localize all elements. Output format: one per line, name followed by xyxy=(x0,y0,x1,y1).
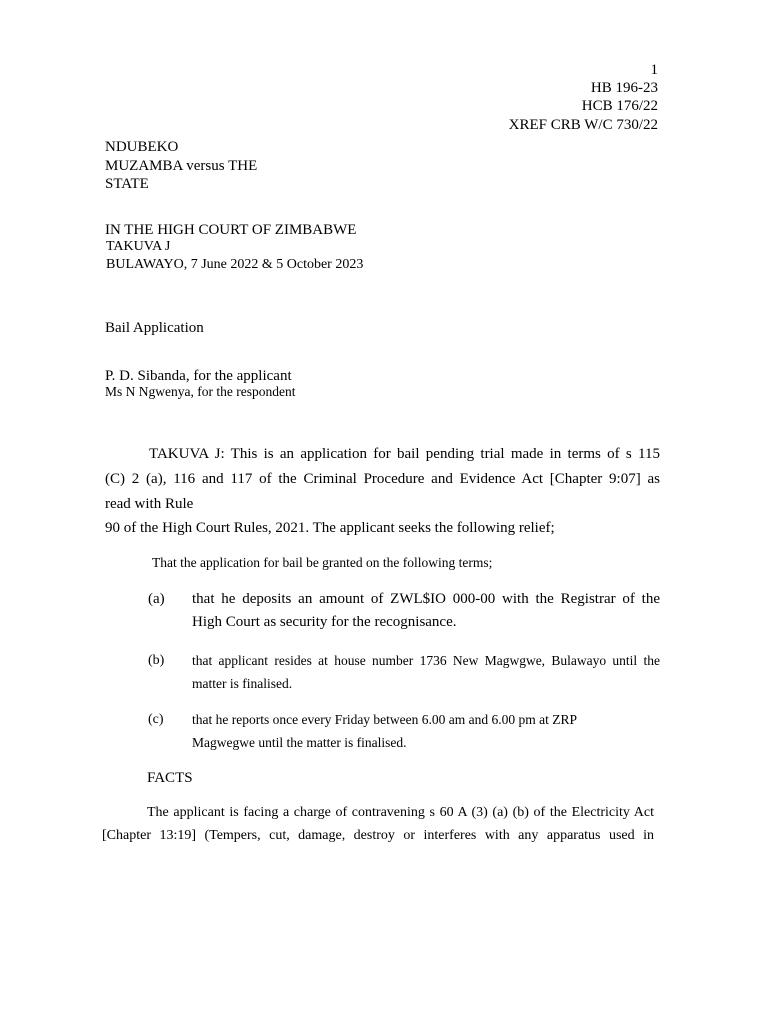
court-name: IN THE HIGH COURT OF ZIMBABWE xyxy=(105,222,357,238)
term-label: (b) xyxy=(148,653,165,668)
respondent-counsel: Ms N Ngwenya, for the respondent xyxy=(105,384,296,399)
term-label: (c) xyxy=(148,712,164,727)
hearing-place-dates: BULAWAYO, 7 June 2022 & 5 October 2023 xyxy=(106,257,364,272)
relief-intro: That the application for bail be granted on the following terms; xyxy=(152,555,493,570)
judge-name: TAKUVA J xyxy=(106,239,171,254)
term-text-line-2: High Court as security for the recognisance. xyxy=(192,614,457,630)
term-text-line-2: matter is finalised. xyxy=(192,676,293,691)
matter-type: Bail Application xyxy=(105,320,204,336)
facts-heading: FACTS xyxy=(147,770,193,786)
case-reference: HCB 176/22 xyxy=(581,98,658,114)
term-text-line-2: Magwegwe until the matter is finalised. xyxy=(192,735,407,750)
intro-line-4: 90 of the High Court Rules, 2021. The applicant seeks the following relief; xyxy=(105,520,555,536)
party-line-3: STATE xyxy=(105,176,149,192)
cross-reference: XREF CRB W/C 730/22 xyxy=(508,117,658,133)
party-line-2: MUZAMBA versus THE xyxy=(105,158,258,174)
intro-line-3: read with Rule xyxy=(105,496,194,512)
term-label: (a) xyxy=(148,591,165,607)
judgment-reference: HB 196-23 xyxy=(590,80,658,96)
term-text-line-1: that applicant resides at house number 1736 New Magwgwe, Bulawayo until the xyxy=(192,653,660,668)
facts-line-2: [Chapter 13:19] (Tempers, cut, damage, destroy or interferes with any apparatus used in xyxy=(102,828,654,843)
page-number: 1 xyxy=(650,62,658,78)
applicant-counsel: P. D. Sibanda, for the applicant xyxy=(105,368,292,384)
term-text-line-1: that he reports once every Friday between 6.00 am and 6.00 pm at ZRP xyxy=(192,712,578,727)
party-line-1: NDUBEKO xyxy=(105,139,179,155)
intro-line-1: TAKUVA J: This is an application for bail pending trial made in terms of s 115 xyxy=(149,446,660,462)
facts-line-1: The applicant is facing a charge of contravening s 60 A (3) (a) (b) of the Electricity Act xyxy=(147,805,654,820)
term-text-line-1: that he deposits an amount of ZWL$IO 000-00 with the Registrar of the xyxy=(192,591,660,607)
intro-line-2: (C) 2 (a), 116 and 117 of the Criminal Procedure and Evidence Act [Chapter 9:07] as xyxy=(105,471,660,487)
